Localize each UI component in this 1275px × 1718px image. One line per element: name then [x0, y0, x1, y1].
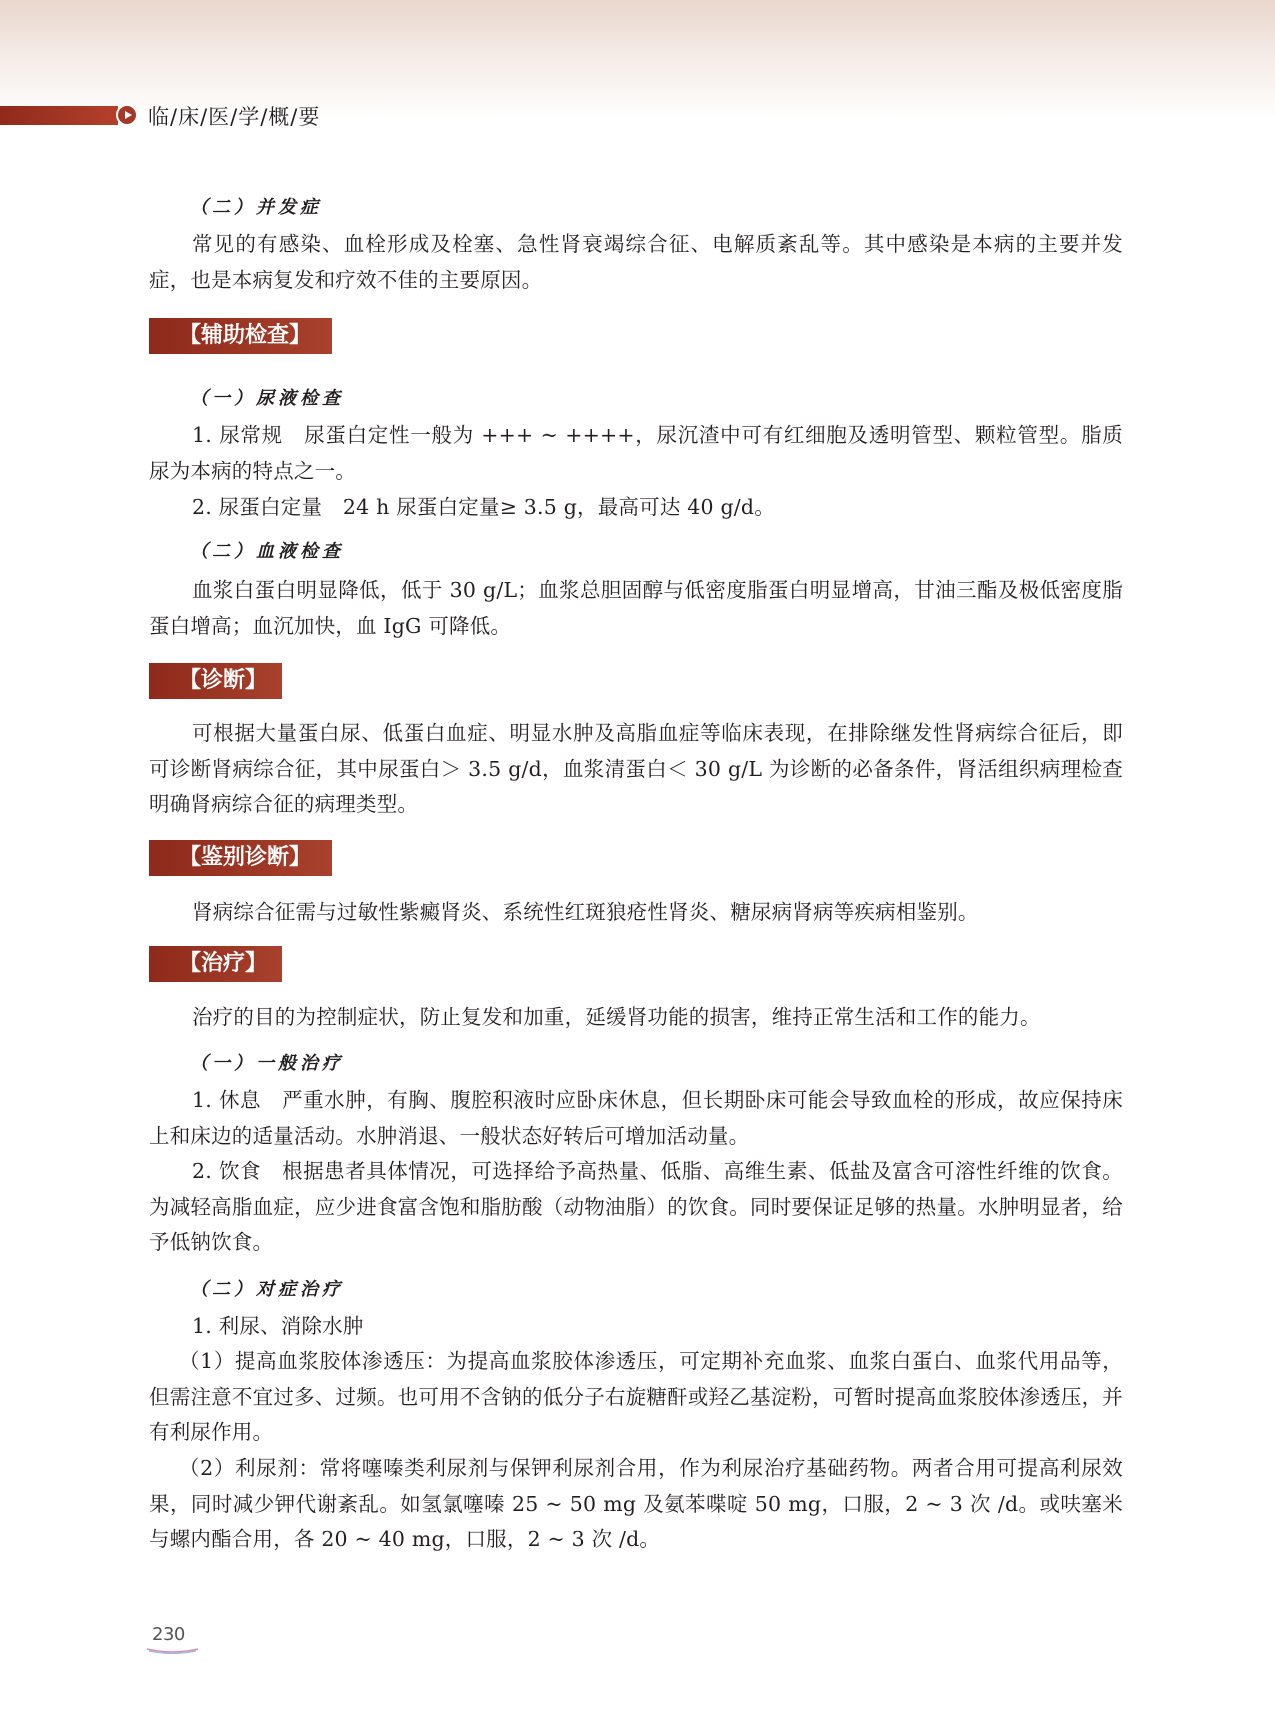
page-number: 230	[152, 1624, 185, 1645]
subsection-heading-blood-test: （二）血液检查	[190, 541, 344, 562]
subsection-heading-complications: （二）并发症	[190, 197, 322, 218]
paragraph-complications: 常见的有感染、血栓形成及栓塞、急性肾衰竭综合征、电解质紊乱等。其中感染是本病的主要并发症，也是本病复发和疗效不佳的主要原因。	[149, 232, 1123, 292]
subsection-heading-general-treatment: （一）一般治疗	[190, 1053, 344, 1074]
paragraph-diet: 2. 饮食 根据患者具体情况，可选择给予高热量、低脂、高维生素、低盐及富含可溶性纤维的饮食。为减轻高脂血症，应少进食富含饱和脂肪酸（动物油脂）的饮食。同时要保证足够的热量。水肿明显者，给予低钠饮食。	[149, 1159, 1123, 1254]
paragraph-differential-diagnosis: 肾病综合征需与过敏性紫癜肾炎、系统性红斑狼疮性肾炎、糖尿病肾病等疾病相鉴别。	[192, 900, 979, 924]
paragraph-treatment-goal: 治疗的目的为控制症状，防止复发和加重，延缓肾功能的损害，维持正常生活和工作的能力。	[192, 1005, 1041, 1029]
section-heading-auxiliary-exam: 【辅助检查】	[149, 318, 332, 354]
paragraph-diuretics: （2）利尿剂：常将噻嗪类利尿剂与保钾利尿剂合用，作为利尿治疗基础药物。两者合用可提高利尿效果，同时减少钾代谢紊乱。如氢氯噻嗪 25 ~ 50 mg 及氨苯喋啶 50 mg，口服，2 ~ 3 次 /d。或呋塞米与螺内酯合用，各 20 ~ 40 mg，口服，2 ~ 3 次 /d。	[149, 1456, 1123, 1551]
running-header-title: 临/床/医/学/概/要	[148, 105, 321, 129]
section-heading-differential-diagnosis: 【鉴别诊断】	[149, 840, 332, 876]
paragraph-diuresis-heading: 1. 利尿、消除水肿	[192, 1314, 364, 1338]
page-number-swoosh-ornament	[145, 1646, 200, 1654]
header-accent-bar	[0, 106, 118, 125]
arrow-right-circle-icon	[116, 104, 138, 126]
subsection-heading-urine-test: （一）尿液检查	[190, 388, 344, 409]
subsection-heading-symptomatic-treatment: （二）对症治疗	[190, 1279, 344, 1300]
paragraph-urine-routine: 1. 尿常规 尿蛋白定性一般为 +++ ~ ++++，尿沉渣中可有红细胞及透明管型、颗粒管型。脂质尿为本病的特点之一。	[149, 423, 1123, 483]
paragraph-urine-protein: 2. 尿蛋白定量 24 h 尿蛋白定量≥ 3.5 g，最高可达 40 g/d。	[192, 495, 775, 519]
paragraph-blood-test: 血浆白蛋白明显降低，低于 30 g/L；血浆总胆固醇与低密度脂蛋白明显增高，甘油三酯及极低密度脂蛋白增高；血沉加快，血 IgG 可降低。	[149, 578, 1123, 638]
paragraph-rest: 1. 休息 严重水肿，有胸、腹腔积液时应卧床休息，但长期卧床可能会导致血栓的形成，故应保持床上和床边的适量活动。水肿消退、一般状态好转后可增加活动量。	[149, 1088, 1123, 1148]
paragraph-diagnosis: 可根据大量蛋白尿、低蛋白血症、明显水肿及高脂血症等临床表现，在排除继发性肾病综合征后，即可诊断肾病综合征，其中尿蛋白＞ 3.5 g/d，血浆清蛋白＜ 30 g/L 为诊断的必备条件，肾活组织病理检查明确肾病综合征的病理类型。	[149, 721, 1123, 816]
section-heading-diagnosis: 【诊断】	[149, 663, 282, 699]
section-heading-treatment: 【治疗】	[149, 946, 282, 982]
paragraph-colloid-pressure: （1）提高血浆胶体渗透压：为提高血浆胶体渗透压，可定期补充血浆、血浆白蛋白、血浆代用品等，但需注意不宜过多、过频。也可用不含钠的低分子右旋糖酐或羟乙基淀粉，可暂时提高血浆胶体渗透压，并有利尿作用。	[149, 1349, 1123, 1444]
